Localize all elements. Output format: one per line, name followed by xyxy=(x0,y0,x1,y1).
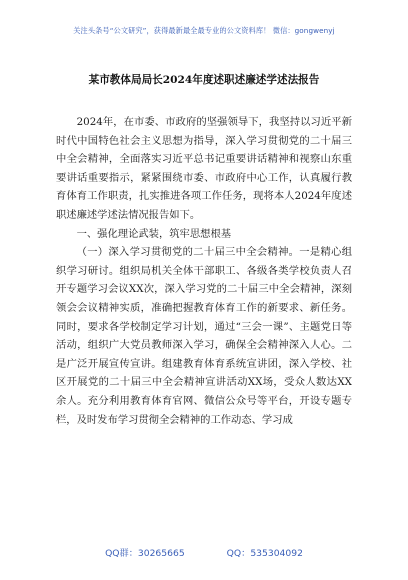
footer-qq-group: QQ群：30265665 xyxy=(105,548,185,559)
footer-qq: QQ：535304092 xyxy=(226,548,303,559)
paragraph-section-1-1: （一）深入学习贯彻党的二十届三中全会精神。一是精心组织学习研讨。组织局机关全体干部职工、各级各类学校负责人召开专题学习会议XX次，深入学习党的二十届三中全会精神，深刻领会会议精神实质，准确把握教育体育工作的新要求、新任务。同时，要求各学校制定学习计划，通过“三会一课”、主题党日等活动，组织广大党员教师深入学习，确保全会精神深入人心。二是广泛开展宣传宣讲。组建教育体育系统宣讲团，深入学校、社区开展党的二十届三中全会精神宣讲活动XX场，受众人数达XX余人。充分利用教育体育官网、微信公众号等平台，开设专题专栏，及时发布学习贯彻全会精神的工作动态、学习成 xyxy=(56,246,352,426)
section-heading-1: 一、强化理论武装，筑牢思想根基 xyxy=(76,227,232,240)
paragraph-intro: 2024年，在市委、市政府的坚强领导下，我坚持以习近平新时代中国特色社会主义思想为指导，深入学习贯彻党的二十届三中全会精神，全面落实习近平总书记重要讲话精神和视察山东重要讲话重要指示，紧紧围绕市委、市政府中心工作，认真履行教育体育工作职责，扎实推进各项工作任务，现将本人2024年度述职述廉述学述法情况报告如下。 xyxy=(56,116,352,221)
document-title: 某市教体局局长2024年度述职述廉述学述法报告 xyxy=(88,74,320,86)
document-body xyxy=(56,113,352,429)
header-banner: 关注头条号“公文研究”，获得最新最全最专业的公文资料库！ 微信：gongwenyj xyxy=(73,26,335,35)
footer-contacts xyxy=(0,545,408,559)
